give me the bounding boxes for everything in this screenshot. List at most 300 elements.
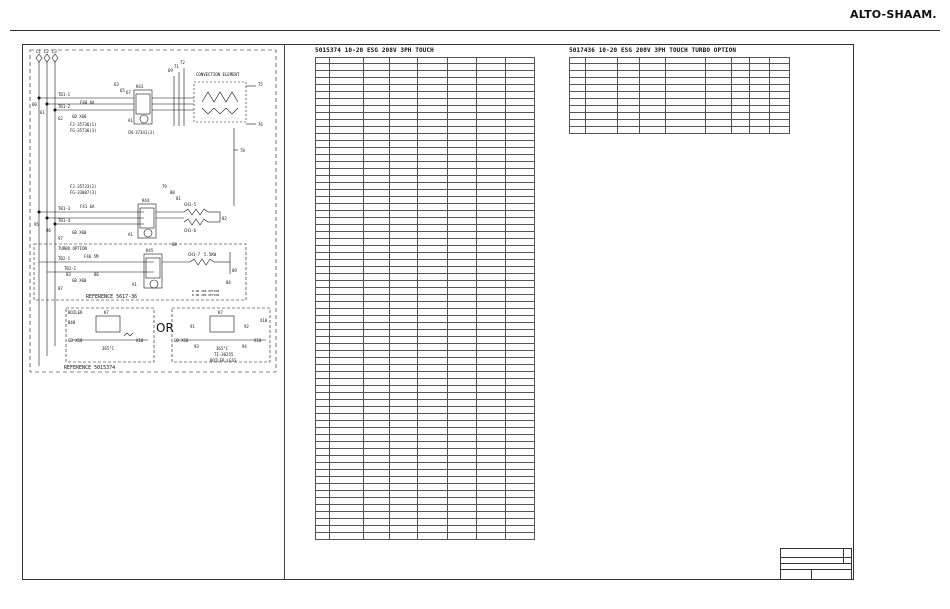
table-row [316,218,535,225]
schematic-enclosure [30,50,276,372]
table-cell [390,134,418,141]
table-row [570,120,790,127]
table-cell [330,302,364,309]
table-cell [506,169,535,176]
table-row [316,113,535,120]
table-cell [506,155,535,162]
table-cell [390,379,418,386]
table-cell [477,260,506,267]
table-cell [586,127,618,134]
table-cell [330,421,364,428]
table-row [316,351,535,358]
table-cell [586,78,618,85]
middle-fuse-line-2: FG-33007(3) [70,190,97,195]
table-cell [586,106,618,113]
table-cell [448,463,477,470]
table-cell [316,414,330,421]
table-cell [418,344,448,351]
table-cell [506,218,535,225]
table-cell [477,456,506,463]
turbo-note-1: # ON 208 OPTION [192,289,220,293]
table-row [316,372,535,379]
contactor-k43 [134,90,152,124]
table-cell [316,295,330,302]
table-row [316,337,535,344]
middle-terminal-2: TB1-4 [58,218,71,223]
table-cell [506,232,535,239]
table-cell [330,218,364,225]
table-cell [330,92,364,99]
table-cell [390,281,418,288]
upper-ground-2: A1 [128,118,133,123]
table-cell [448,155,477,162]
boiler-temp: 365°C [102,346,115,351]
table-cell [330,316,364,323]
table-cell [390,449,418,456]
table-cell [418,64,448,71]
table-cell [364,225,390,232]
table-cell [390,512,418,519]
table-cell [706,127,732,134]
table-cell [732,85,750,92]
table-cell [448,351,477,358]
table-cell [364,372,390,379]
table-row [316,379,535,386]
table-cell [448,211,477,218]
table-cell [770,127,790,134]
table-cell [364,316,390,323]
upper-circuit [32,60,263,153]
table-cell [477,127,506,134]
table-row [570,113,790,120]
table-cell [640,78,666,85]
wire-96: 96 [46,228,51,233]
table-cell [330,183,364,190]
wire-81: 81 [176,196,181,201]
table-cell [506,386,535,393]
table-cell [316,183,330,190]
boilerless-relay [210,316,234,332]
table-cell [418,85,448,92]
table-cell [364,421,390,428]
table-cell [364,176,390,183]
table-cell [618,71,640,78]
table-cell [418,379,448,386]
table-cell [390,190,418,197]
table-cell [364,281,390,288]
table-cell [316,120,330,127]
table-cell [418,386,448,393]
turbo-element-coil [190,259,214,265]
table-cell [330,435,364,442]
table-cell [477,106,506,113]
table-cell [418,505,448,512]
table-cell [390,176,418,183]
table-cell [586,120,618,127]
turbo-option-label: TURBO OPTION [58,246,87,251]
table-cell [418,211,448,218]
table-row [316,92,535,99]
table-row [316,358,535,365]
table-cell [448,134,477,141]
table-cell [706,71,732,78]
table-cell [330,309,364,316]
table-cell [390,365,418,372]
table-row [316,183,535,190]
table-cell [364,400,390,407]
table-cell [448,337,477,344]
table-row [316,295,535,302]
table-cell [364,218,390,225]
table-cell [316,190,330,197]
table-row [316,204,535,211]
table-cell [316,162,330,169]
table-cell [666,92,706,99]
table-cell [390,211,418,218]
table-cell [390,316,418,323]
table-cell [448,120,477,127]
table-cell [570,120,586,127]
table-cell [506,309,535,316]
table-cell [330,295,364,302]
table-cell [477,393,506,400]
table-cell [390,442,418,449]
table-cell [477,484,506,491]
table-cell [316,491,330,498]
table-cell [448,302,477,309]
phase-label-1: L1 [36,49,41,54]
table-cell [390,456,418,463]
table-cell [316,92,330,99]
table-cell [390,246,418,253]
table-cell [640,85,666,92]
turbo-reference: REFERENCE 5617-36 [86,294,138,300]
table-cell [418,155,448,162]
table-cell [330,127,364,134]
table-cell [316,477,330,484]
table-cell [316,127,330,134]
table-cell [330,351,364,358]
table-cell [477,78,506,85]
wire-95: 95 [34,222,39,227]
table-cell [316,421,330,428]
table-cell [316,253,330,260]
table-cell [316,302,330,309]
wire-79: 79 [162,184,167,189]
table-cell [506,113,535,120]
or-label: OR [156,321,174,335]
table-cell [448,295,477,302]
table-cell [364,211,390,218]
table-cell [506,239,535,246]
table-cell [477,92,506,99]
table-cell [390,393,418,400]
wire-82: 82 [222,216,227,221]
table-cell [506,85,535,92]
table-cell [477,218,506,225]
table-cell [364,204,390,211]
boilerless-label: BOILER-LESS [210,358,237,363]
table-cell [618,106,640,113]
table-cell [390,288,418,295]
table-cell [448,288,477,295]
table-cell [418,78,448,85]
table-cell [364,190,390,197]
table-cell [448,316,477,323]
table-cell [448,526,477,533]
table-cell [364,393,390,400]
turbo-ground-1: GB X60 [72,278,87,283]
table-cell [364,351,390,358]
upper-fuse-line-2: FG-35736(3) [70,128,97,133]
table-cell [570,113,586,120]
table-cell [448,99,477,106]
table-cell [364,449,390,456]
table-row [570,106,790,113]
table-cell [448,253,477,260]
table-cell [316,519,330,526]
table-cell [330,239,364,246]
table-row [316,449,535,456]
table-cell [418,309,448,316]
table-cell [330,344,364,351]
contactor-k45 [144,254,162,288]
table-cell [506,148,535,155]
table-cell [316,218,330,225]
table-cell [364,183,390,190]
table-cell [316,71,330,78]
table-cell [390,113,418,120]
turbo-breaker-label: F46 5M [84,254,99,259]
table-cell [506,526,535,533]
table-cell [418,407,448,414]
table-cell [316,211,330,218]
table-cell [448,204,477,211]
table-row [316,463,535,470]
table-cell [666,71,706,78]
table-row [316,344,535,351]
table-cell [506,295,535,302]
table-cell [506,71,535,78]
wire-69: 69 [168,68,173,73]
table-cell [418,99,448,106]
boiler-label: BOILER [68,310,83,315]
table-cell [477,225,506,232]
table-cell [330,449,364,456]
table-cell [418,484,448,491]
table-cell [316,498,330,505]
table-cell [316,148,330,155]
table-cell [316,169,330,176]
table-cell [666,106,706,113]
table-cell [364,505,390,512]
wire-84: 84 [226,280,231,285]
table-cell [666,127,706,134]
table-cell [364,512,390,519]
table-cell [506,470,535,477]
table-cell [586,92,618,99]
table-cell [732,64,750,71]
table-cell [418,288,448,295]
table-cell [364,358,390,365]
table-cell [364,92,390,99]
table-cell [448,491,477,498]
table-cell [750,92,770,99]
table-cell [477,183,506,190]
table-cell [330,372,364,379]
table-cell [770,113,790,120]
table-cell [732,127,750,134]
wire-80: 80 [170,190,175,195]
table-cell [448,267,477,274]
table-cell [506,330,535,337]
table-cell [364,99,390,106]
table-cell [586,64,618,71]
table-cell [390,491,418,498]
right-table-title: 5017436 10-20 ESG 208V 3PH TOUCH TURBO OPTION [569,47,737,54]
table-cell [330,106,364,113]
table-cell [477,365,506,372]
table-cell [506,267,535,274]
table-cell [448,64,477,71]
phase-label-3: L3 [52,49,57,54]
table-cell [330,414,364,421]
table-cell [418,351,448,358]
table-row [316,281,535,288]
table-cell [316,435,330,442]
table-cell [506,533,535,540]
table-cell [448,197,477,204]
upper-terminal-2: TB1-2 [58,104,71,109]
left-table-title: 5015374 10-20 ESG 208V 3PH TOUCH [315,47,434,54]
table-cell [448,477,477,484]
table-row [316,274,535,281]
table-cell [390,330,418,337]
table-cell [506,393,535,400]
table-cell [477,204,506,211]
table-cell [506,274,535,281]
convection-element-coil [202,92,238,102]
table-cell [448,176,477,183]
table-cell [330,211,364,218]
table-row [316,141,535,148]
table-cell [770,71,790,78]
table-cell [330,85,364,92]
table-cell [477,281,506,288]
table-cell [316,351,330,358]
table-cell [330,498,364,505]
table-cell [316,288,330,295]
wire-83: 83 [66,272,71,277]
table-row [316,85,535,92]
table-cell [706,106,732,113]
table-cell [316,344,330,351]
table-cell [618,78,640,85]
table-cell [477,141,506,148]
table-cell [390,309,418,316]
table-cell [330,323,364,330]
table-cell [330,484,364,491]
table-cell [364,533,390,540]
table-cell [364,379,390,386]
table-cell [330,169,364,176]
wire-92: 92 [244,324,249,329]
table-cell [570,99,586,106]
table-cell [364,456,390,463]
table-cell [316,372,330,379]
table-cell [586,71,618,78]
table-row [316,512,535,519]
table-cell [506,288,535,295]
table-cell [390,484,418,491]
table-cell [506,281,535,288]
table-row [316,197,535,204]
table-cell [506,512,535,519]
table-cell [477,533,506,540]
wire-97: 97 [58,236,63,241]
table-row [316,519,535,526]
table-cell [330,386,364,393]
table-cell [477,358,506,365]
table-cell [316,246,330,253]
table-cell [448,372,477,379]
table-cell [506,505,535,512]
table-row [316,386,535,393]
table-cell [418,463,448,470]
table-cell [506,323,535,330]
table-cell [506,253,535,260]
table-row [316,323,535,330]
table-cell [364,169,390,176]
wire-67: 67 [126,90,131,95]
table-cell [706,113,732,120]
table-cell [364,309,390,316]
table-cell [477,64,506,71]
boiler-relay [96,316,120,332]
table-cell [448,260,477,267]
table-cell [477,232,506,239]
table-cell [706,120,732,127]
middle-element-2-label: CH1-6 [184,228,197,233]
table-row [316,470,535,477]
table-cell [364,526,390,533]
table-cell [506,204,535,211]
table-cell [750,120,770,127]
table-cell [506,92,535,99]
table-row [316,526,535,533]
table-cell [418,127,448,134]
table-cell [477,134,506,141]
table-cell [316,176,330,183]
table-cell [364,260,390,267]
table-cell [506,498,535,505]
phase-terminal-2 [44,54,50,62]
table-row [316,533,535,540]
table-cell [448,183,477,190]
table-cell [506,190,535,197]
table-cell [418,470,448,477]
table-cell [506,442,535,449]
table-row [316,148,535,155]
table-cell [330,246,364,253]
table-row [316,260,535,267]
table-cell [390,323,418,330]
table-cell [316,456,330,463]
table-cell [448,379,477,386]
table-cell [390,344,418,351]
table-cell [364,442,390,449]
table-cell [418,141,448,148]
